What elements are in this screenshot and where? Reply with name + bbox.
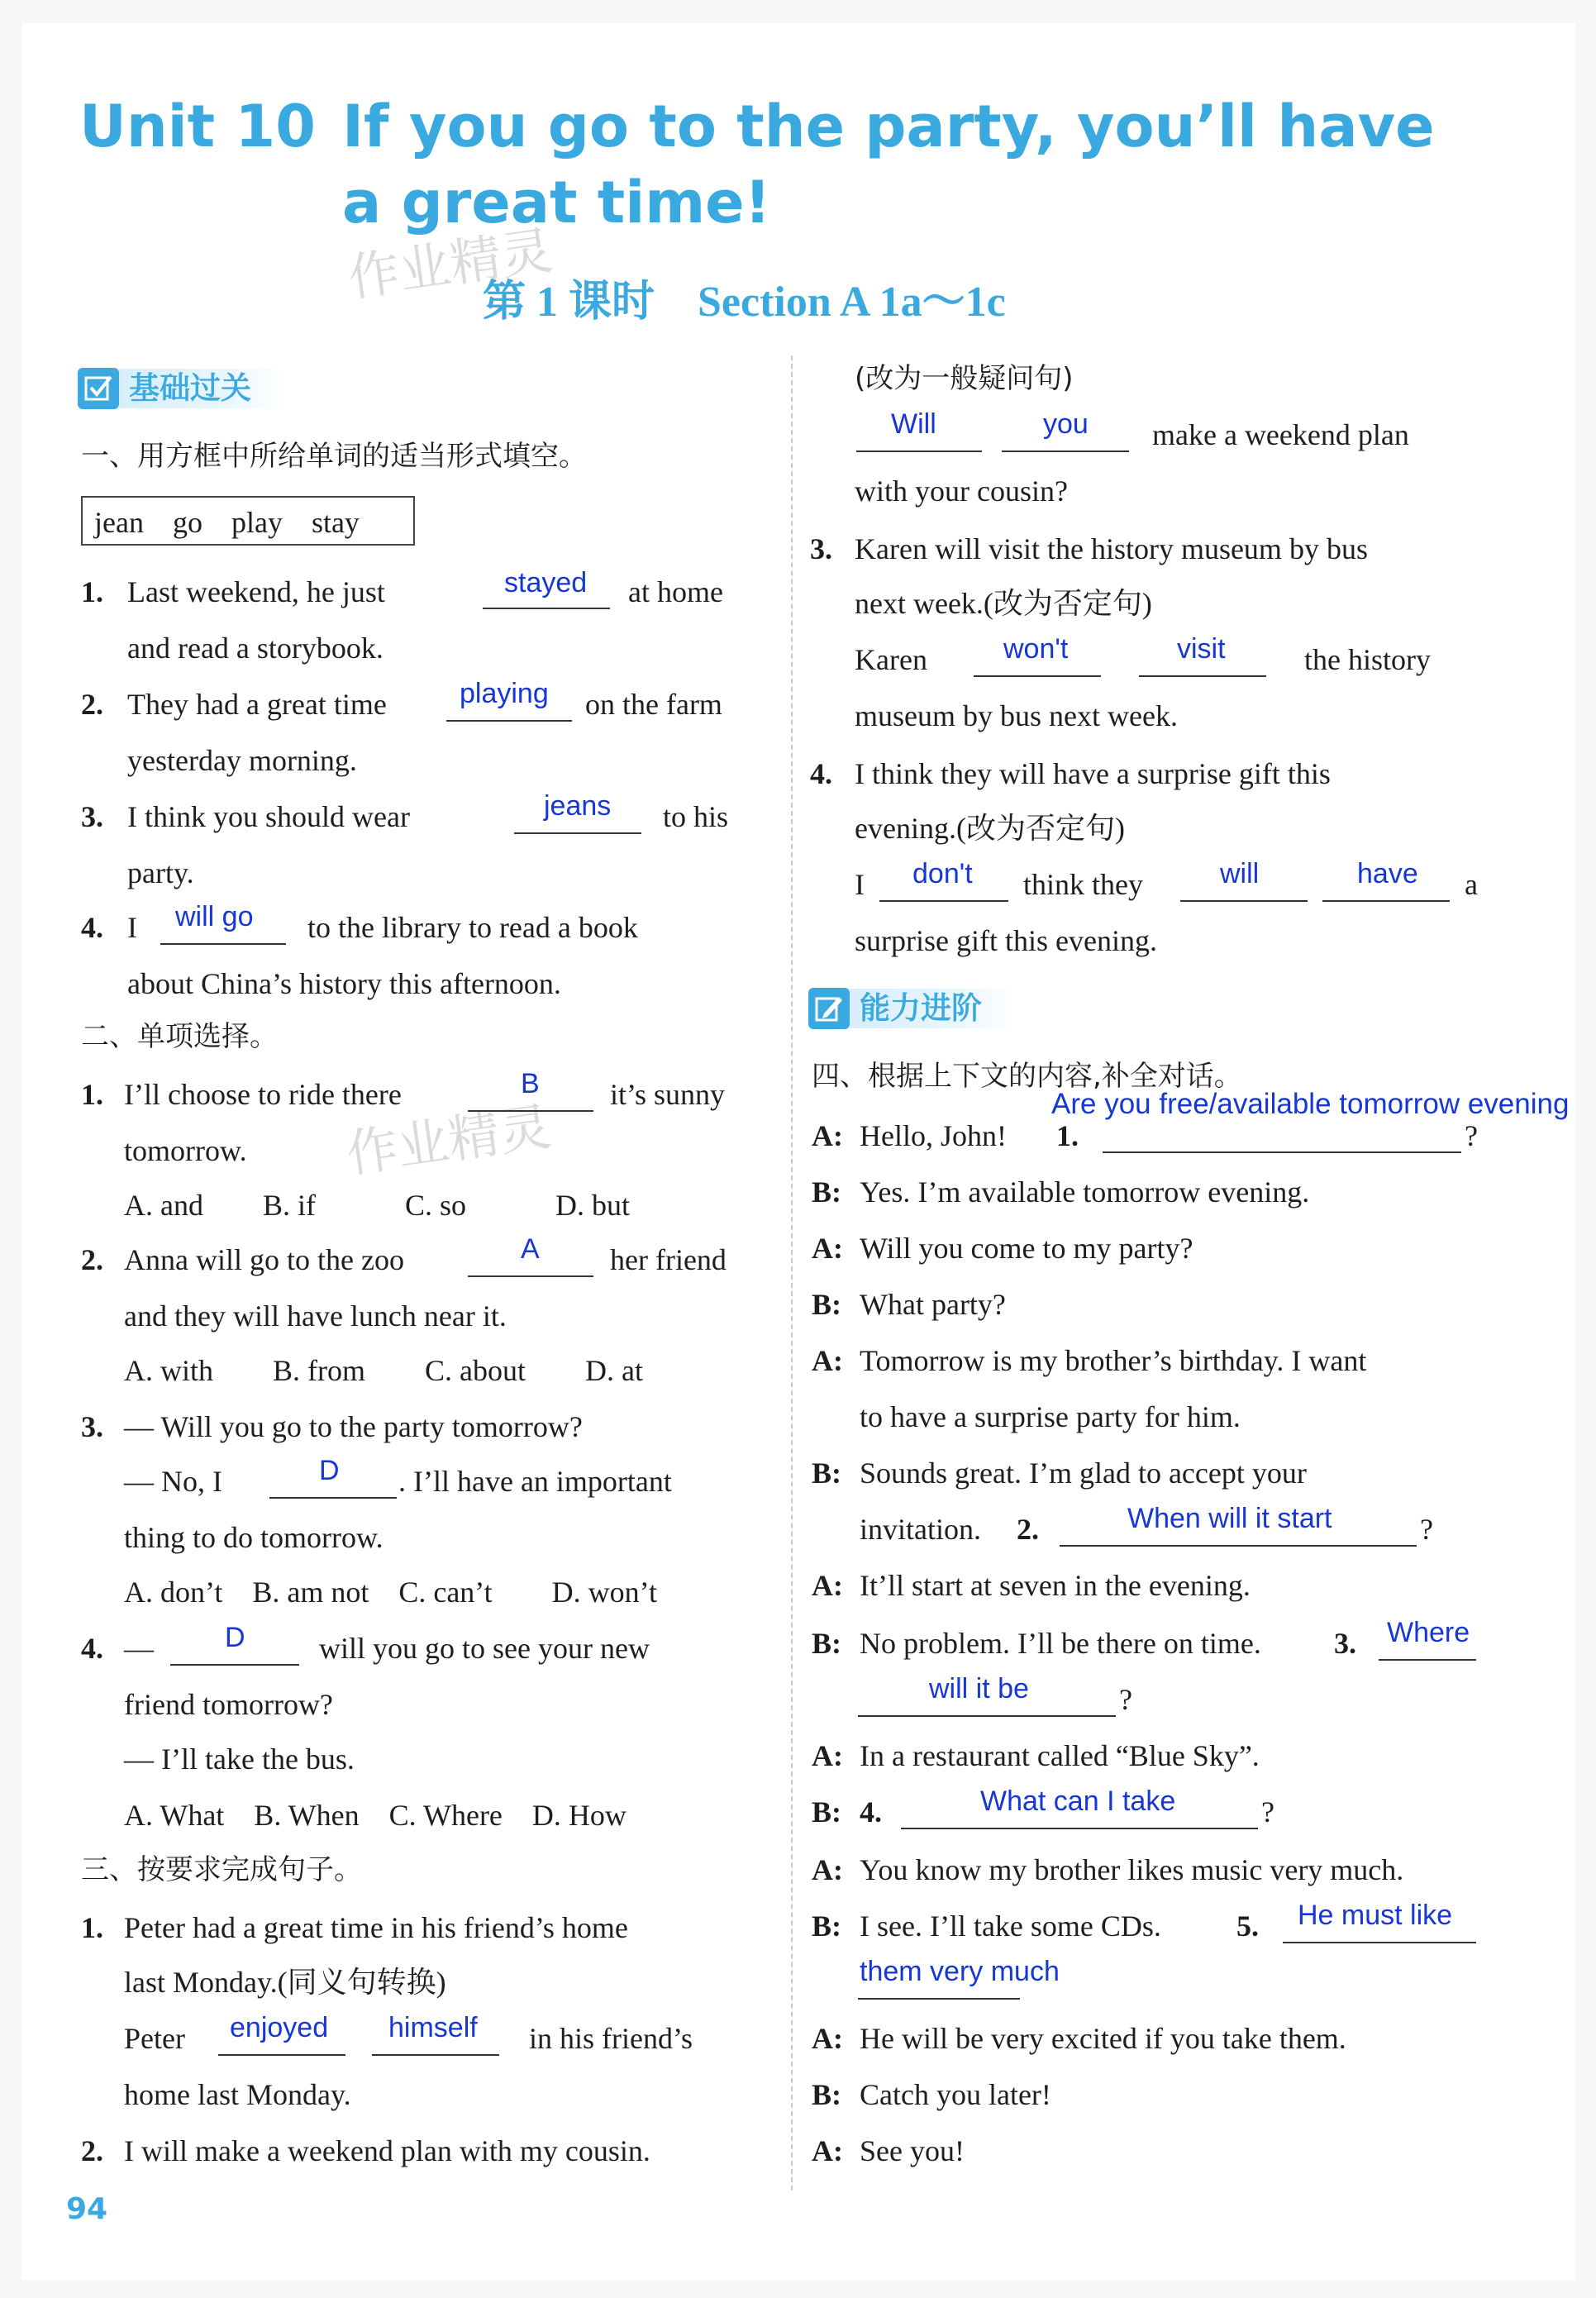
- question-text: and read a storybook.: [127, 632, 384, 665]
- answer-blank: [160, 943, 286, 945]
- question-text: —: [124, 1632, 154, 1665]
- answer-blank: [483, 608, 610, 609]
- answer-blank: [446, 720, 572, 722]
- answer-blank: [858, 1998, 1020, 2000]
- answer-text: will go: [175, 901, 254, 932]
- dialogue-text: Tomorrow is my brother’s birthday. I want: [860, 1344, 1367, 1377]
- question-number: 5.: [1236, 1909, 1259, 1943]
- question-number: 2.: [1017, 1513, 1039, 1546]
- watermark: 作业精灵: [342, 1096, 555, 1185]
- question-number: 1.: [81, 1078, 103, 1111]
- lesson-title: 第 1 课时 Section A 1a～1c: [483, 279, 1006, 326]
- speaker-label: B:: [812, 1795, 841, 1828]
- part-title: 三、按要求完成句子。: [81, 1853, 362, 1886]
- speaker-label: A:: [812, 1569, 843, 1602]
- question-text: home last Monday.: [124, 2078, 351, 2111]
- answer-text: them very much: [860, 1956, 1060, 1987]
- question-text: — I’ll take the bus.: [124, 1743, 355, 1776]
- answer-text: you: [1043, 408, 1089, 440]
- question-number: 4.: [860, 1795, 882, 1828]
- answer-text: B: [521, 1068, 540, 1099]
- question-number: 1.: [81, 575, 103, 608]
- question-text: I think you should wear: [127, 800, 410, 833]
- answer-blank: [468, 1110, 593, 1112]
- question-text: a: [1465, 868, 1478, 901]
- question-number: 3.: [1334, 1627, 1356, 1660]
- answer-options: A. What B. When C. Where D. How: [124, 1799, 626, 1832]
- answer-options: A. don’t B. am not C. can’t D. won’t: [124, 1576, 657, 1609]
- answer-text: won't: [1003, 633, 1069, 665]
- question-text: friend tomorrow?: [124, 1688, 333, 1721]
- dialogue-text: Catch you later!: [860, 2078, 1051, 2111]
- question-text: Anna will go to the zoo: [124, 1243, 404, 1276]
- question-number: 2.: [81, 2134, 103, 2167]
- dialogue-text: You know my brother likes music very much.: [860, 1853, 1404, 1886]
- answer-blank: [901, 1828, 1258, 1829]
- question-text: in his friend’s: [529, 2022, 693, 2055]
- answer-text: playing: [460, 678, 549, 709]
- question-text: Last weekend, he just: [127, 575, 385, 608]
- answer-text: What can I take: [980, 1785, 1176, 1817]
- question-text: last Monday.(同义句转换): [124, 1966, 446, 1999]
- question-number: 4.: [81, 1632, 103, 1665]
- question-number: 4.: [810, 757, 832, 790]
- question-text: at home: [628, 575, 723, 608]
- question-text: thing to do tomorrow.: [124, 1521, 384, 1554]
- question-text: I will make a weekend plan with my cousin.: [124, 2134, 650, 2167]
- dialogue-text: What party?: [860, 1288, 1006, 1321]
- question-number: 2.: [81, 688, 103, 721]
- question-text: I: [855, 868, 865, 901]
- answer-blank: [1060, 1545, 1417, 1547]
- answer-text: Where: [1387, 1617, 1470, 1648]
- speaker-label: B:: [812, 1909, 841, 1943]
- speaker-label: A:: [812, 2022, 843, 2055]
- part-title: 二、单项选择。: [81, 1020, 278, 1053]
- unit-title-line-1: If you go to the party, you’ll have: [342, 93, 1435, 160]
- answer-text: When will it start: [1127, 1503, 1332, 1534]
- answer-text: He must like: [1298, 1900, 1453, 1931]
- question-text: I: [127, 911, 137, 944]
- answer-text: Will: [891, 408, 936, 440]
- unit-label: Unit 10: [79, 93, 316, 160]
- dialogue-text: In a restaurant called “Blue Sky”.: [860, 1739, 1260, 1772]
- question-text: the history: [1304, 643, 1431, 676]
- column-divider: [791, 355, 793, 2191]
- answer-blank: [1322, 900, 1450, 902]
- answer-blank: [856, 451, 982, 452]
- question-text: museum by bus next week.: [855, 699, 1178, 732]
- answer-blank: [1002, 451, 1129, 452]
- speaker-label: A:: [812, 1739, 843, 1772]
- question-number: 3.: [81, 800, 103, 833]
- dialogue-text: ?: [1119, 1683, 1132, 1716]
- speaker-label: B:: [812, 1175, 841, 1209]
- answer-blank: [1139, 675, 1266, 677]
- question-number: 2.: [81, 1243, 103, 1276]
- question-number: 1.: [81, 1911, 103, 1944]
- answer-text: A: [521, 1233, 540, 1265]
- answer-text: stayed: [504, 567, 588, 598]
- answer-blank: [858, 1715, 1116, 1717]
- dialogue-text: ?: [1420, 1513, 1433, 1546]
- question-text: evening.(改为否定句): [855, 812, 1125, 845]
- question-text: about China’s history this afternoon.: [127, 967, 561, 1000]
- dialogue-text: invitation.: [860, 1513, 981, 1546]
- question-text: and they will have lunch near it.: [124, 1299, 507, 1333]
- question-number: 4.: [81, 911, 103, 944]
- question-text: surprise gift this evening.: [855, 924, 1157, 957]
- question-text: with your cousin?: [855, 474, 1068, 508]
- answer-text: enjoyed: [230, 2012, 329, 2043]
- question-text: will you go to see your new: [319, 1632, 650, 1665]
- part-title: 一、用方框中所给单词的适当形式填空。: [81, 440, 587, 473]
- question-text: I think they will have a surprise gift this: [855, 757, 1331, 790]
- question-text: to the library to read a book: [307, 911, 638, 944]
- unit-title-line-2: a great time!: [342, 169, 771, 236]
- answer-blank: [170, 1664, 299, 1666]
- speaker-label: B:: [812, 1288, 841, 1321]
- watermark: 作业精灵: [344, 220, 556, 308]
- speaker-label: A:: [812, 1344, 843, 1377]
- question-text: Karen will visit the history museum by bus: [855, 532, 1368, 565]
- question-text: party.: [127, 856, 194, 889]
- question-text: to his: [663, 800, 729, 833]
- answer-blank: [372, 2054, 499, 2056]
- answer-text: jeans: [544, 790, 612, 822]
- answer-blank: [879, 900, 1008, 902]
- answer-blank: [514, 832, 641, 834]
- dialogue-text: Sounds great. I’m glad to accept your: [860, 1457, 1307, 1490]
- answer-blank: [1180, 900, 1308, 902]
- word-box: jean go play stay: [81, 496, 415, 546]
- dialogue-text: See you!: [860, 2134, 965, 2167]
- answer-blank: [1283, 1942, 1476, 1943]
- answer-options: A. with B. from C. about D. at: [124, 1354, 643, 1387]
- answer-text: don't: [912, 858, 973, 889]
- answer-text: will it be: [929, 1673, 1029, 1704]
- question-text: . I’ll have an important: [398, 1465, 672, 1498]
- dialogue-text: He will be very excited if you take them.: [860, 2022, 1346, 2055]
- question-number: 1.: [1056, 1119, 1079, 1152]
- answer-text: visit: [1177, 633, 1226, 665]
- answer-text: will: [1220, 858, 1260, 889]
- question-text: yesterday morning.: [127, 744, 357, 777]
- answer-blank: [1103, 1151, 1461, 1153]
- page-number: 94: [66, 2192, 108, 2226]
- answer-text: Are you free/available tomorrow evening: [1051, 1088, 1570, 1120]
- answer-blank: [974, 675, 1101, 677]
- answer-text: D: [319, 1455, 340, 1486]
- section-header-advanced: [808, 985, 1015, 1032]
- pencil-icon: [808, 988, 850, 1029]
- checkbox-icon: [78, 368, 119, 409]
- speaker-label: B:: [812, 1457, 841, 1490]
- question-text: think they: [1023, 868, 1143, 901]
- answer-text: have: [1357, 858, 1418, 889]
- question-text: make a weekend plan: [1152, 418, 1409, 451]
- speaker-label: A:: [812, 1119, 843, 1152]
- question-text: — Will you go to the party tomorrow?: [124, 1410, 583, 1443]
- dialogue-text: It’ll start at seven in the evening.: [860, 1569, 1251, 1602]
- answer-text: D: [225, 1622, 245, 1653]
- question-text: I’ll choose to ride there: [124, 1078, 402, 1111]
- speaker-label: A:: [812, 2134, 843, 2167]
- question-number: 3.: [810, 532, 832, 565]
- part-title: 四、根据上下文的内容,补全对话。: [812, 1060, 1242, 1093]
- question-text: Peter had a great time in his friend’s home: [124, 1911, 628, 1944]
- question-text: Karen: [855, 643, 927, 676]
- dialogue-text: ?: [1465, 1119, 1478, 1152]
- dialogue-text: No problem. I’ll be there on time.: [860, 1627, 1261, 1660]
- section-title: 能力进阶: [850, 989, 1015, 1028]
- answer-blank: [468, 1275, 593, 1277]
- question-text: it’s sunny: [610, 1078, 726, 1111]
- dialogue-text: Hello, John!: [860, 1119, 1007, 1152]
- question-text: tomorrow.: [124, 1134, 247, 1167]
- section-title: 基础过关: [119, 369, 284, 408]
- answer-blank: [269, 1497, 397, 1499]
- question-text: — No, I: [124, 1465, 222, 1498]
- question-text: her friend: [610, 1243, 727, 1276]
- dialogue-text: I see. I’ll take some CDs.: [860, 1909, 1161, 1943]
- dialogue-text: Yes. I’m available tomorrow evening.: [860, 1175, 1310, 1209]
- answer-blank: [218, 2054, 345, 2056]
- question-text: next week.(改为否定句): [855, 587, 1152, 620]
- question-text: (改为一般疑问句): [855, 362, 1074, 395]
- speaker-label: A:: [812, 1232, 843, 1265]
- answer-options: A. and B. if C. so D. but: [124, 1189, 631, 1222]
- question-text: Peter: [124, 2022, 185, 2055]
- answer-text: himself: [388, 2012, 478, 2043]
- question-number: 3.: [81, 1410, 103, 1443]
- question-text: on the farm: [585, 688, 722, 721]
- question-text: They had a great time: [127, 688, 387, 721]
- dialogue-text: to have a surprise party for him.: [860, 1400, 1241, 1433]
- speaker-label: B:: [812, 2078, 841, 2111]
- dialogue-text: Will you come to my party?: [860, 1232, 1193, 1265]
- speaker-label: B:: [812, 1627, 841, 1660]
- section-header-basic: [78, 365, 284, 412]
- answer-blank: [1379, 1659, 1476, 1661]
- speaker-label: A:: [812, 1853, 843, 1886]
- dialogue-text: ?: [1261, 1795, 1274, 1828]
